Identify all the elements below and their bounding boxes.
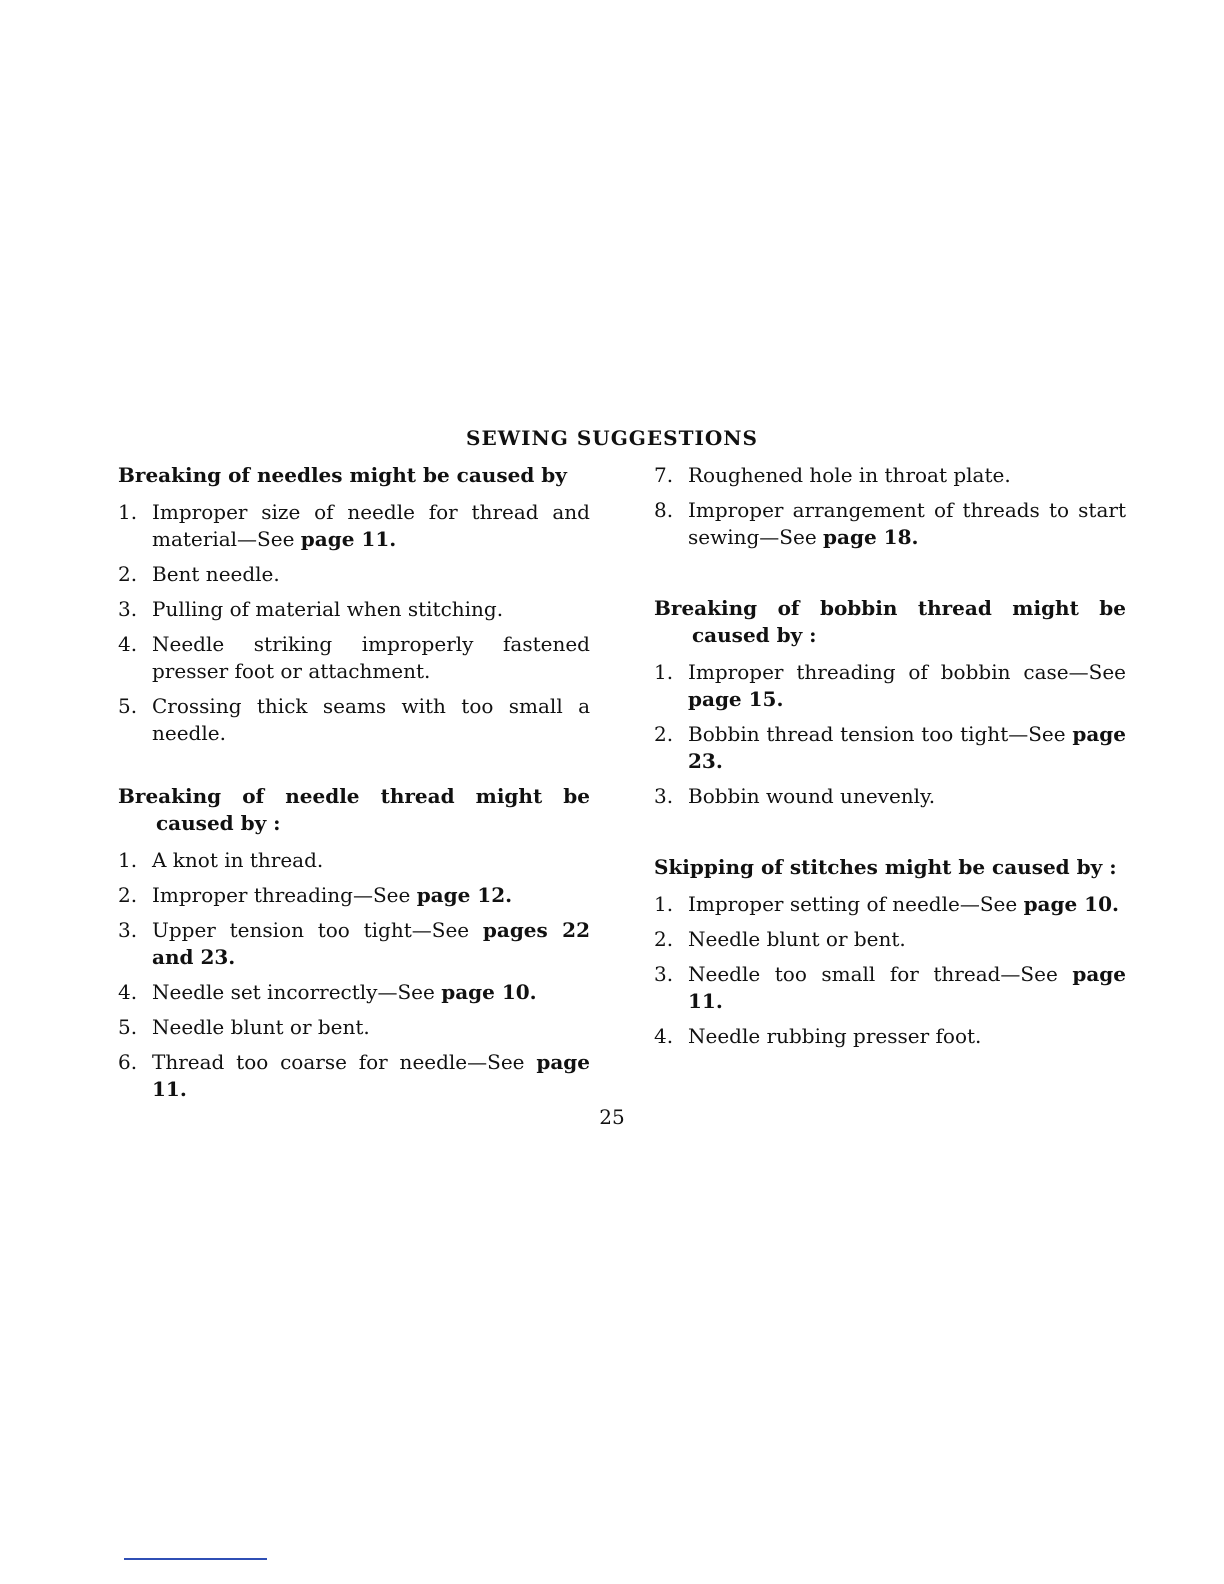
item-text-body: Needle blunt or bent. [688, 927, 906, 951]
item-text-body: Needle blunt or bent. [152, 1015, 370, 1039]
needle-thread-cause-list [118, 847, 590, 1103]
item-text [688, 659, 1126, 713]
list-item [654, 659, 1126, 713]
item-number: 2. [118, 883, 138, 907]
item-text [688, 497, 1126, 551]
item-number: 1. [118, 500, 138, 524]
item-text-body: Improper threading of bobbin case—See [688, 660, 1126, 684]
list-item [654, 926, 1126, 953]
item-text-body: Improper arrangement of threads to start sewing—See [688, 498, 1126, 549]
item-text [152, 596, 590, 623]
page-reference: page 10. [1023, 892, 1119, 916]
list-item [118, 847, 590, 874]
item-text [152, 917, 590, 971]
item-text-body: Bobbin thread tension too tight—See [688, 722, 1073, 746]
page-title: SEWING SUGGESTIONS [466, 426, 758, 450]
item-text-body: Improper threading—See [152, 883, 417, 907]
item-text [152, 693, 590, 747]
list-item [118, 596, 590, 623]
section-heading-needle-thread: Breaking of needle thread might be caused by : [118, 784, 590, 835]
item-text [152, 847, 590, 874]
page-reference: pages 22 and 23. [152, 918, 590, 969]
item-text [152, 1049, 590, 1103]
item-text-body: Bent needle. [152, 562, 280, 586]
item-text-body: A knot in thread. [152, 848, 324, 872]
item-number: 3. [654, 784, 674, 808]
item-number: 2. [118, 562, 138, 586]
page-reference: page 12. [416, 883, 513, 907]
item-text [152, 499, 590, 553]
item-text-body: Pulling of material when stitching. [152, 597, 504, 621]
item-text [688, 891, 1126, 918]
item-number: 4. [118, 980, 138, 1004]
item-number: 1. [118, 848, 138, 872]
list-item [118, 917, 590, 971]
item-number: 3. [118, 918, 138, 942]
item-number: 6. [118, 1050, 138, 1074]
item-text-body: Bobbin wound unevenly. [688, 784, 936, 808]
page-reference: page 10. [441, 980, 537, 1004]
list-item [654, 721, 1126, 775]
list-item [118, 979, 590, 1006]
bobbin-thread-cause-list [654, 659, 1126, 810]
list-item [118, 561, 590, 588]
item-text-body: Roughened hole in throat plate. [688, 463, 1011, 487]
section-heading-skipping-stitches: Skipping of stitches might be caused by : [654, 855, 1117, 879]
item-text [688, 1023, 1126, 1050]
item-text-body: Upper tension too tight—See [152, 918, 483, 942]
list-item [654, 891, 1126, 918]
item-number: 1. [654, 660, 674, 684]
section-heading-bobbin-thread: Breaking of bobbin thread might be caused by : [654, 596, 1126, 647]
spacer [654, 818, 1126, 854]
item-number: 3. [118, 597, 138, 621]
divider-rule [124, 1558, 267, 1560]
list-item [118, 1049, 590, 1103]
item-text [152, 1014, 590, 1041]
list-item [654, 497, 1126, 551]
skipping-stitches-cause-list [654, 891, 1126, 1050]
item-number: 5. [118, 694, 138, 718]
item-text [152, 561, 590, 588]
item-text [688, 961, 1126, 1015]
list-item [654, 783, 1126, 810]
item-text [688, 462, 1126, 489]
item-text-body: Needle too small for thread—See [688, 962, 1073, 986]
list-item [118, 631, 590, 685]
spacer [654, 559, 1126, 595]
list-item [654, 462, 1126, 489]
item-number: 2. [654, 722, 674, 746]
list-item [118, 693, 590, 747]
item-text [688, 926, 1126, 953]
page-number: 25 [599, 1105, 625, 1129]
item-number: 1. [654, 892, 674, 916]
item-text-body: Needle striking improperly fastened presser foot or attachment. [152, 632, 590, 683]
item-text [152, 631, 590, 685]
item-number: 2. [654, 927, 674, 951]
page-reference: page 15. [688, 687, 784, 711]
item-number: 3. [654, 962, 674, 986]
item-text-body: Improper setting of needle—See [688, 892, 1024, 916]
needles-cause-list [118, 499, 590, 747]
item-number: 7. [654, 463, 674, 487]
item-text-body: Improper size of needle for thread and material—See [152, 500, 590, 551]
list-item [118, 882, 590, 909]
page-reference: page 11. [688, 962, 1126, 1013]
item-text-body: Crossing thick seams with too small a needle. [152, 694, 590, 745]
item-text-body: Needle rubbing presser foot. [688, 1024, 982, 1048]
page-reference: page 11. [300, 527, 397, 551]
item-number: 5. [118, 1015, 138, 1039]
item-text-body: Needle set incorrectly—See [152, 980, 442, 1004]
item-text [152, 882, 590, 909]
item-number: 4. [118, 632, 138, 656]
item-text [688, 783, 1126, 810]
list-item [118, 1014, 590, 1041]
spacer [118, 755, 590, 783]
page-reference: page 11. [152, 1050, 590, 1101]
section-heading-needles: Breaking of needles might be caused by [118, 463, 567, 487]
item-text [152, 979, 590, 1006]
page-reference: page 23. [688, 722, 1126, 773]
right-column [654, 462, 1126, 1058]
item-number: 4. [654, 1024, 674, 1048]
list-item [654, 961, 1126, 1015]
item-number: 8. [654, 498, 674, 522]
needles-cause-list-continued [654, 462, 1126, 551]
page-reference: page 18. [823, 525, 919, 549]
list-item [654, 1023, 1126, 1050]
item-text [688, 721, 1126, 775]
list-item [118, 499, 590, 553]
item-text-body: Thread too coarse for needle—See [152, 1050, 537, 1074]
left-column [118, 462, 590, 1111]
